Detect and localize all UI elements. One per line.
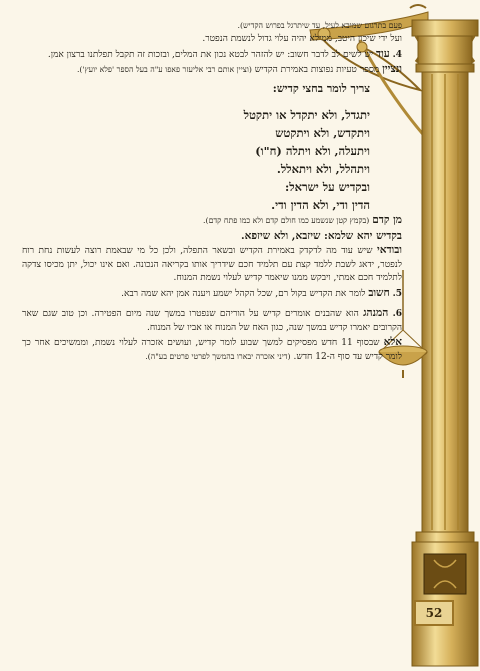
paragraph-text: לומר את הקדיש בקול רם, שכל הקהל ישמע ויענה אמן יהא שמה רבא. [121, 288, 366, 299]
paragraph-number: 4. [392, 49, 402, 60]
paragraph-lead: המנהג [363, 307, 389, 319]
prayer-line: ויתעלה, ולא ויתלה (ח"ו) [255, 144, 370, 158]
paragraph-lead: חשוב [368, 286, 390, 299]
paragraph-5 [22, 287, 402, 302]
vadai-paragraph [22, 244, 402, 286]
prayer-line: ובקדיש על ישראל: [284, 180, 370, 194]
paragraph-text: יש לשים לב לדבר חשוב: יש להזהר לבטא נכון את המלים, ובזכות זה תקבל תפלתנו ברצון אמן. [47, 49, 374, 60]
paragraph-lead: ובודאי [377, 244, 402, 256]
paragraph-lead: עוד [376, 47, 390, 60]
note-paragraph [22, 63, 402, 78]
paragraph-lead: ונציין [382, 63, 402, 75]
paragraph-text: שבסוף 11 חדש מפסיקים למשך שבוע לומר קדיש, ועושים אזכרה לעלוי נשמת, וממשיכים אחר כך לומר קדיש עד סוף ה-12 חדש. [22, 338, 402, 362]
paragraph-6 [22, 307, 402, 335]
paragraph-text: שיש עוד מה לדקדק באמירת הקדיש ובשאר התפלה, ולכן כל מי שבאמת רוצה לעשות נחת רוח לנפטר, ידאג לשבת ללמד קצת עם תלמיד חכם שידריך אותו בקריאה הנכונה. ואם אינו יכול, יתן מכיסו צדקה לתלמיד חכם אמתי, ויבקש ממנו שיאמר קדיש לעלוי נשמת המנוח. [22, 246, 402, 283]
paragraph-text: מספר טעיות נפוצות באמירת הקדיש [254, 65, 380, 75]
paragraph-note: (בקמץ קטן שנשמע כמו חולם קדם ולא כמו פתח קדם). [203, 216, 370, 225]
paragraph-number: 6. [392, 309, 402, 319]
kadam-paragraph [22, 214, 402, 229]
paragraph-number: 5. [392, 288, 402, 299]
paragraph-lead: מן קדם [372, 214, 402, 226]
yehe-shlama-line: בקדיש יהא שלמא: שיזבא, ולא שיזפא. [240, 229, 402, 242]
prayer-line: ויתקדש, ולא ויתקטש [275, 126, 370, 140]
prayer-block [22, 82, 402, 215]
paragraph-lead: אלא [383, 336, 402, 348]
top-note: פעם בתרגום שמובא לעיל, עד שיתרגל בפרוש הקדיש). [237, 21, 402, 30]
paragraph-continued: ועל ידי שיכון היטב, ממילא יהיה עלוי גדול לנשמת הנפטר. [202, 34, 402, 44]
prayer-line: ויתהלל, ולא ויתאלל. [276, 162, 370, 176]
paragraph-note: (דיני אזכרה יבארו בהמשך לפרטי פרטים בע"ה). [145, 351, 291, 361]
ela-paragraph [22, 336, 402, 364]
section-heading: צריך לומר בחצי קדיש: [272, 81, 370, 95]
prayer-line: הדין ודי, ולא הדין ודי. [271, 198, 370, 212]
paragraph-text: הוא שהבנים אומרים קדיש על הוריהם שנפטרו במשך שנה מיום הפטירה. וכן טוב שגם שאר הקרובים יאמרו קדיש במשך שנה, כגון האח של המנוח או אביו של המנוח. [22, 309, 402, 333]
carved-panel-icon [424, 554, 466, 594]
page-number: 52 [414, 600, 454, 626]
paragraph-note: (וציין אותם רבי אליעזר פאפו ע"ה בעל הספר 'פלא יועץ'). [76, 65, 252, 74]
text-body [22, 20, 402, 365]
prayer-line: יתגדל, ולא יתקדל או יתקטל [243, 108, 370, 122]
paragraph-4 [22, 48, 402, 63]
